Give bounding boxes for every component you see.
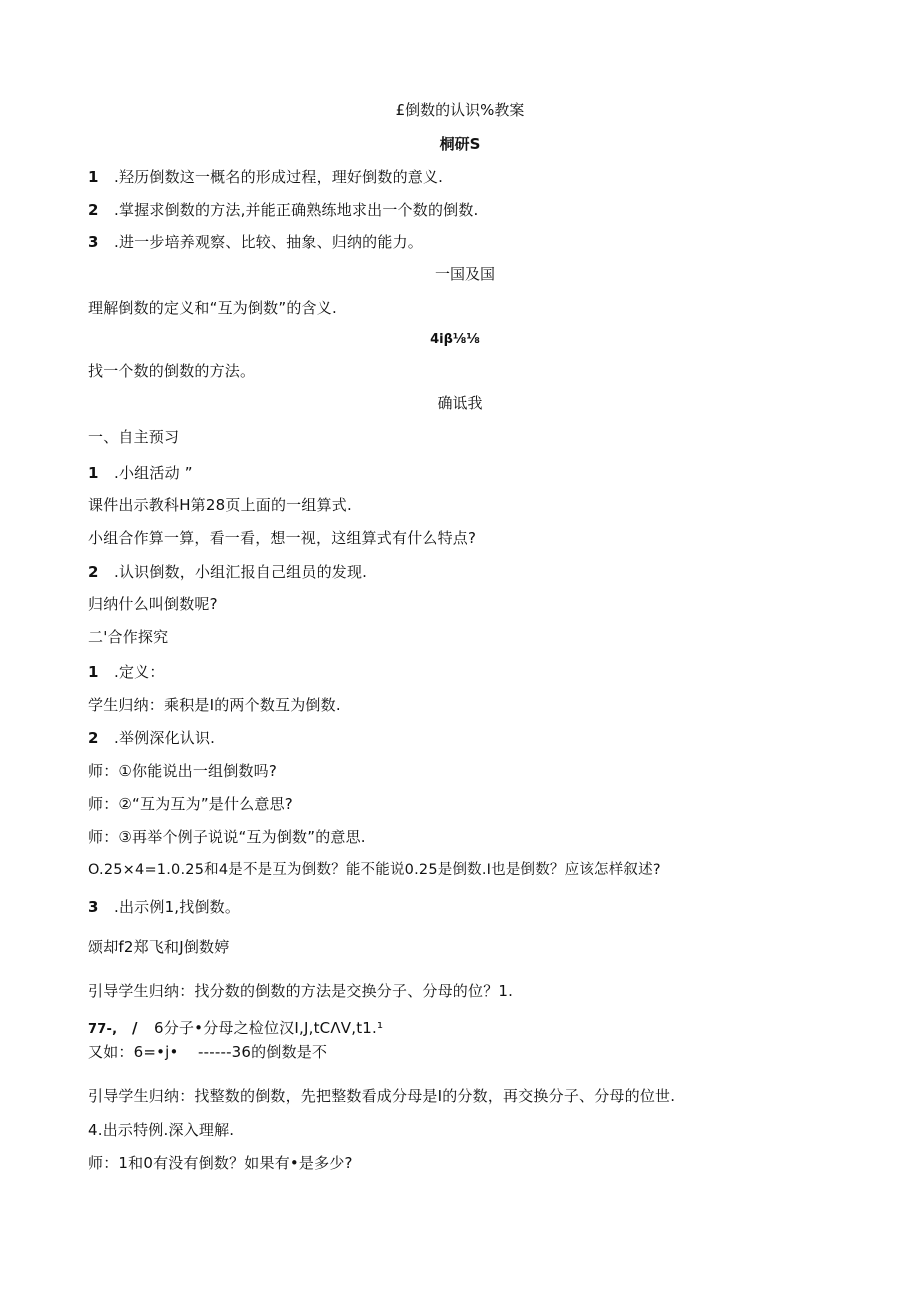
objective-1-number: 1	[88, 168, 99, 186]
section-2-item-2-text: .举例深化认识.	[114, 729, 216, 747]
section-2-item-1-line-a: 学生归纳：乘积是I的两个数互为倒数.	[88, 696, 341, 714]
section-1-item-1	[88, 463, 193, 483]
section-2-item-3-number: 3	[88, 898, 99, 916]
section-2-heading: 二'合作探究	[88, 628, 169, 646]
section-1-item-2-number: 2	[88, 563, 99, 581]
heading-objectives: 桐研S	[439, 135, 481, 153]
section-2-item-3-line-e: 引导学生归纳：找整数的倒数，先把整数看成分母是I的分数，再交换分子、分母的位世.	[88, 1087, 676, 1105]
objective-3-text: .进一步培养观察、比较、抽象、归纳的能力。	[114, 233, 423, 251]
section-2-item-3-line-b: 引导学生归纳：找分数的倒数的方法是交换分子、分母的位？1.	[88, 982, 514, 1000]
section-2-item-4: 4.出示特例.深入理解.	[88, 1121, 235, 1139]
section-2-item-3-line-a: 颂却f2郑飞和J倒数婷	[88, 938, 230, 956]
section-2-item-2-line-b: 师：②“互为互为”是什么意思?	[88, 795, 293, 813]
section-2-item-2-line-d: O.25×4=1.0.25和4是不是互为倒数？能不能说0.25是倒数.I也是倒数？应该怎样叙述?	[88, 862, 661, 878]
section-2-item-2	[88, 728, 215, 748]
objective-1-text: .羟历倒数这一概名的形成过程，理好倒数的意义.	[114, 168, 444, 186]
section-2-item-2-line-a: 师：①你能说出一组倒数吗?	[88, 762, 278, 780]
objective-3	[88, 232, 423, 252]
section-2-item-3-line-c	[88, 1018, 383, 1040]
heading-difficult-points: 4iβ⅛⅛	[430, 332, 480, 347]
section-1-item-2	[88, 562, 367, 582]
section-2-item-1-text: .定义：	[114, 663, 165, 681]
section-2-item-3	[88, 897, 240, 917]
difficult-points-text: 找一个数的倒数的方法。	[88, 362, 256, 380]
section-1-item-1-line-b: 小组合作算一算，看一看，想一视，这组算式有什么特点?	[88, 529, 477, 547]
section-1-item-2-line-a: 归纳什么叫倒数呢?	[88, 595, 218, 613]
section-2-item-2-number: 2	[88, 729, 99, 747]
key-points-text: 理解倒数的定义和“互为倒数”的含义.	[88, 299, 337, 317]
section-2-item-3-text: .出示例1,找倒数。	[114, 898, 241, 916]
section-2-item-1	[88, 662, 165, 682]
section-2-item-4-line-a: 师：1和0有没有倒数？如果有•是多少?	[88, 1154, 353, 1172]
heading-process: 确诋我	[437, 394, 483, 412]
document-title: £倒数的认识%教案	[395, 101, 525, 119]
section-1-heading: 一、自主预习	[88, 428, 180, 446]
section-2-item-2-line-c: 师：③再举个例子说说“互为倒数”的意思.	[88, 828, 366, 846]
objective-2-number: 2	[88, 201, 99, 219]
line-c-part-1: 77-,	[88, 1022, 118, 1037]
objective-3-number: 3	[88, 233, 99, 251]
section-1-item-1-number: 1	[88, 464, 99, 482]
heading-key-points: 一国及国	[434, 265, 495, 283]
section-2-item-1-number: 1	[88, 663, 99, 681]
objective-2-text: .掌握求倒数的方法,并能正确熟练地求出一个数的倒数.	[114, 201, 479, 219]
line-c-part-2: /	[132, 1019, 138, 1037]
section-1-item-1-text: .小组活动 ”	[114, 464, 193, 482]
section-1-item-1-line-a: 课件出示教科H第28页上面的一组算式.	[88, 496, 352, 514]
line-c-part-3: 6分子•分母之检位汉I,J,tCΛV,t1.¹	[154, 1019, 384, 1037]
line-d-part-1: 又如：6=•j•	[88, 1043, 179, 1061]
line-d-part-2: ------36的倒数是不	[198, 1043, 328, 1061]
section-2-item-3-line-d	[88, 1042, 327, 1062]
objective-1	[88, 167, 443, 187]
section-1-item-2-text: .认识倒数，小组汇报自己组员的发现.	[114, 563, 368, 581]
objective-2	[88, 200, 479, 220]
